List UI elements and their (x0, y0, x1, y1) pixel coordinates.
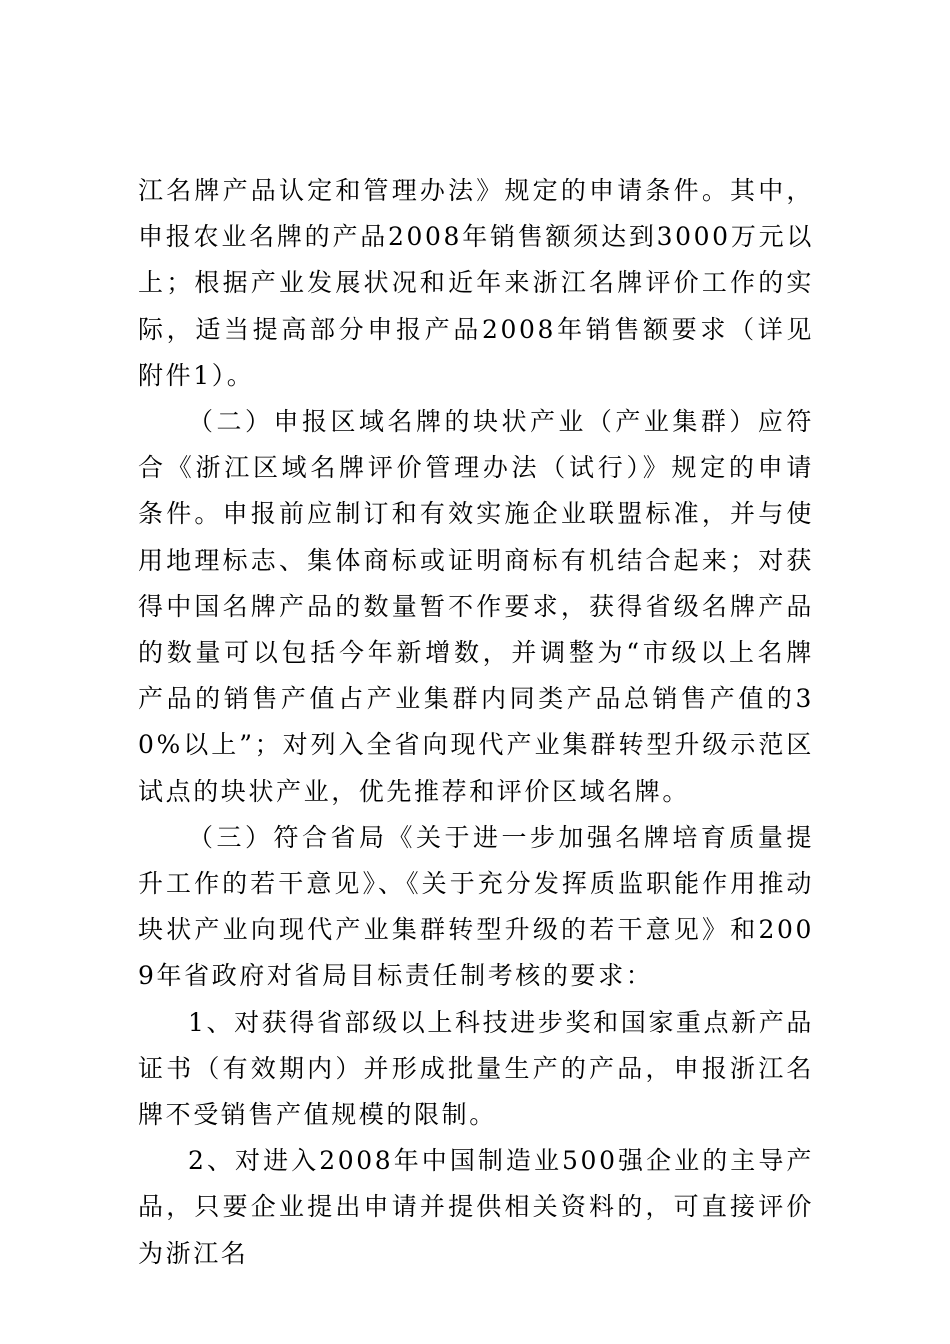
paragraph-item-1: 1、对获得省部级以上科技进步奖和国家重点新产品证书（有效期内）并形成批量生产的产品，申报浙江名牌不受销售产值规模的限制。 (138, 1007, 814, 1130)
paragraph-continuation: 江名牌产品认定和管理办法》规定的申请条件。其中，申报农业名牌的产品2008年销售额须达到3000万元以上；根据产业发展状况和近年来浙江名牌评价工作的实际，适当提高部分申报产品2008年销售额要求（详见附件1）。 (138, 176, 814, 390)
paragraph-provincial-requirements: （三）符合省局《关于进一步加强名牌培育质量提升工作的若干意见》、《关于充分发挥质监职能作用推动块状产业向现代产业集群转型升级的若干意见》和2009年省政府对省局目标责任制考核的要求： (138, 822, 814, 991)
document-body (138, 168, 814, 1277)
paragraph-regional-brand: （二）申报区域名牌的块状产业（产业集群）应符合《浙江区域名牌评价管理办法（试行）》规定的申请条件。申报前应制订和有效实施企业联盟标准，并与使用地理标志、集体商标或证明商标有机结合起来；对获得中国名牌产品的数量暂不作要求，获得省级名牌产品的数量可以包括今年新增数，并调整为“市级以上名牌产品的销售产值占产业集群内同类产品总销售产值的30%以上”；对列入全省向现代产业集群转型升级示范区试点的块状产业，优先推荐和评价区域名牌。 (138, 407, 814, 806)
paragraph-item-2: 2、对进入2008年中国制造业500强企业的主导产品，只要企业提出申请并提供相关资料的，可直接评价为浙江名 (138, 1146, 814, 1268)
